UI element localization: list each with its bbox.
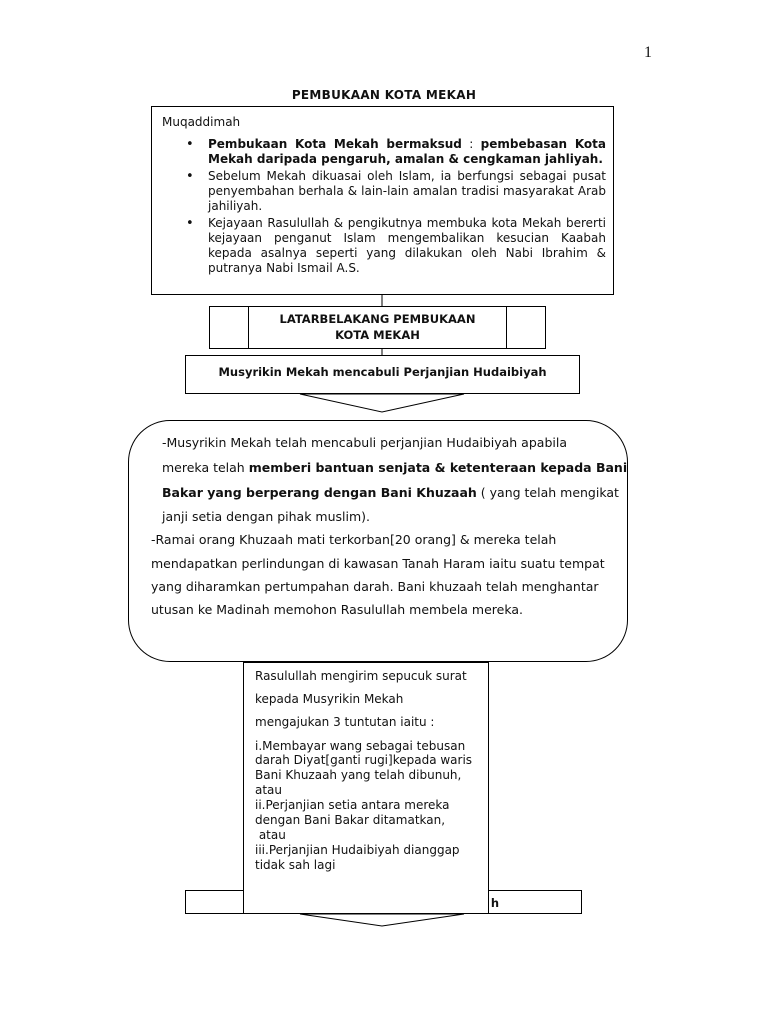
demand-line: iii.Perjanjian Hudaibiyah dianggap — [255, 843, 460, 857]
demand-line: tidak sah lagi — [255, 858, 336, 872]
intro-item-before-islam: • Sebelum Mekah dikuasai oleh Islam, ia berfungsi sebagai pusat penyembahan berhala & lain-lain amalan tradisi masyarakat Arab jahiliyah. — [184, 169, 606, 214]
background-heading — [260, 311, 495, 343]
intro-heading: Muqaddimah — [162, 115, 241, 129]
background-heading-line1: LATARBELAKANG PEMBUKAAN — [279, 312, 476, 326]
divider — [506, 307, 507, 348]
background-box — [209, 306, 546, 349]
explanation-bold: Bakar yang berperang dengan Bani Khuzaah — [162, 485, 477, 500]
explanation-bold: memberi bantuan senjata & ketenteraan kepada Bani — [248, 460, 628, 475]
letter-line: Rasulullah mengirim sepucuk surat — [255, 669, 467, 683]
explanation-line: -Ramai orang Khuzaah mati terkorban[20 orang] & mereka telah — [151, 532, 557, 547]
letter-box — [243, 662, 489, 914]
definition-term: Pembukaan Kota Mekah bermaksud — [208, 137, 462, 151]
intro-item-success: • Kejayaan Rasulullah & pengikutnya membuka kota Mekah bererti kejayaan penganut Islam mengembalikan kesucian Kaabah kepada asalnya seperti yang dilakukan oleh Nabi Ibrahim & putranya Nabi Ismail A.S. — [184, 216, 606, 276]
page-number: 1 — [644, 44, 652, 61]
explanation-line: yang diharamkan pertumpahan darah. Bani khuzaah telah menghantar — [151, 579, 599, 594]
explanation-line: utusan ke Madinah memohon Rasulullah membela mereka. — [151, 602, 524, 617]
demand-line: atau — [255, 828, 286, 842]
explanation-line: janji setia dengan pihak muslim). — [162, 509, 371, 524]
explanation-text: mereka telah — [162, 460, 249, 475]
demand-line: i.Membayar wang sebagai tebusan — [255, 739, 466, 753]
explanation-line — [162, 485, 619, 500]
cause-box — [185, 355, 580, 394]
demand-line: dengan Bani Bakar ditamatkan, — [255, 813, 446, 827]
page-title: PEMBUKAAN KOTA MEKAH — [291, 88, 477, 102]
explanation-text: ( yang telah mengikat — [476, 485, 619, 500]
demand-line: ii.Perjanjian setia antara mereka — [255, 798, 450, 812]
divider — [248, 307, 249, 348]
arrow-down-icon — [300, 914, 464, 926]
explanation-line: mendapatkan perlindungan di kawasan Tanah Haram iaitu suatu tempat — [151, 556, 605, 571]
demand-line: atau — [255, 783, 283, 797]
explanation-box — [128, 420, 628, 662]
explanation-line — [162, 460, 627, 475]
explanation-line: -Musyrikin Mekah telah mencabuli perjanjian Hudaibiyah apabila — [162, 435, 567, 450]
letter-line: kepada Musyrikin Mekah — [255, 692, 404, 706]
bottom-box-label: h — [490, 896, 499, 910]
background-heading-line2: KOTA MEKAH — [335, 328, 420, 342]
demand-line: darah Diyat[ganti rugi]kepada waris — [255, 753, 473, 767]
arrow-down-icon — [300, 394, 464, 412]
cause-label: Musyrikin Mekah mencabuli Perjanjian Hudaibiyah — [218, 365, 547, 379]
letter-line: mengajukan 3 tuntutan iaitu : — [255, 715, 435, 729]
definition-text: pembebasan Kota Mekah daripada pengaruh, amalan & cengkaman jahliyah. — [208, 137, 607, 166]
demand-line: Bani Khuzaah yang telah dibunuh, — [255, 768, 462, 782]
definition-separator: : — [461, 137, 481, 151]
